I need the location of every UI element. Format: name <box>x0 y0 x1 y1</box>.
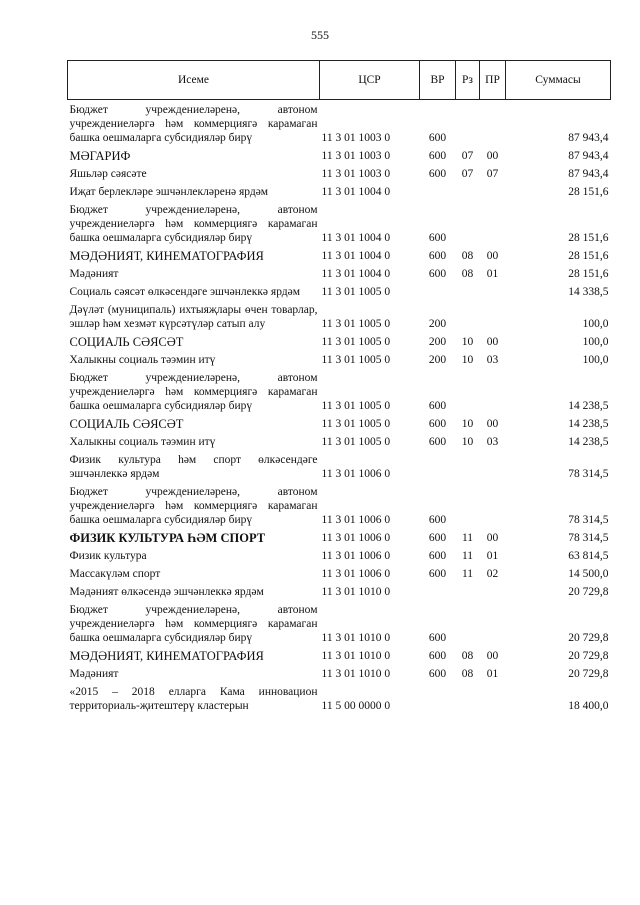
row-pr-cell: 01 <box>486 550 499 562</box>
row-pr-cell: 03 <box>486 436 499 448</box>
row-vr-cell: 600 <box>428 514 447 526</box>
row-rz-cell <box>456 282 480 300</box>
row-sum-cell: 78 314,5 <box>568 514 609 526</box>
row-vr-cell <box>420 582 456 600</box>
table-body <box>68 100 611 715</box>
row-csr-cell: 11 3 01 1004 0 <box>321 232 391 244</box>
table-row <box>68 350 611 368</box>
row-pr-cell: 00 <box>486 150 499 162</box>
row-vr-cell <box>420 182 456 200</box>
header-sum: Суммасы <box>506 61 611 100</box>
row-sum-cell: 87 943,4 <box>568 168 609 180</box>
row-sum-cell: 78 314,5 <box>568 468 609 480</box>
row-rz-cell: 10 <box>461 418 474 430</box>
row-rz-cell: 07 <box>461 150 474 162</box>
row-vr-cell: 600 <box>428 436 447 448</box>
row-rz-cell <box>456 300 480 332</box>
row-pr-cell: 02 <box>486 568 499 580</box>
row-sum-cell: 20 729,8 <box>568 632 609 644</box>
table-row <box>68 432 611 450</box>
table-row <box>68 546 611 564</box>
row-vr-cell: 600 <box>428 418 447 430</box>
row-sum-cell: 14 238,5 <box>568 436 609 448</box>
row-pr-cell: 07 <box>486 168 499 180</box>
row-sum-cell: 28 151,6 <box>568 232 609 244</box>
row-sum-cell: 20 729,8 <box>568 650 609 662</box>
row-vr-cell: 200 <box>428 336 447 348</box>
row-csr-cell: 11 3 01 1005 0 <box>321 418 391 430</box>
row-csr-cell: 11 3 01 1006 0 <box>321 568 391 580</box>
row-name-cell: Яшьләр сәясәте <box>69 168 147 180</box>
table-row <box>68 664 611 682</box>
row-sum-cell: 14 338,5 <box>568 286 609 298</box>
row-csr-cell: 11 3 01 1005 0 <box>321 318 391 330</box>
row-pr-cell <box>480 182 506 200</box>
row-name-cell: СОЦИАЛЬ СӘЯСӘТ <box>69 417 184 431</box>
row-rz-cell <box>456 600 480 646</box>
table-row <box>68 582 611 600</box>
row-rz-cell: 08 <box>461 668 474 680</box>
row-vr-cell <box>420 282 456 300</box>
row-rz-cell: 11 <box>461 550 474 562</box>
row-vr-cell: 600 <box>428 568 447 580</box>
row-name-cell: «2015 – 2018 елларга Кама инновацион территориаль-җитештерү кластерын <box>69 686 318 712</box>
table-row <box>68 682 611 714</box>
row-vr-cell: 200 <box>428 318 447 330</box>
table-row <box>68 100 611 147</box>
row-name-cell: Бюджет учреждениеләренә, автоном учреждениеләргә һәм коммерциягә карамаган башка оешмаларга субсидияләр бирү <box>69 104 318 144</box>
row-sum-cell: 14 238,5 <box>568 418 609 430</box>
row-csr-cell: 11 3 01 1010 0 <box>321 650 391 662</box>
row-csr-cell: 11 3 01 1003 0 <box>321 132 391 144</box>
table-row <box>68 368 611 414</box>
row-name-cell: Халыкны социаль тәэмин итү <box>69 436 216 448</box>
row-pr-cell: 00 <box>486 336 499 348</box>
row-vr-cell: 600 <box>428 150 447 162</box>
row-pr-cell <box>480 582 506 600</box>
table-row <box>68 564 611 582</box>
table-row <box>68 414 611 432</box>
row-pr-cell: 00 <box>486 650 499 662</box>
table-header-row <box>68 61 611 100</box>
row-pr-cell <box>480 100 506 147</box>
row-pr-cell: 00 <box>486 418 499 430</box>
row-sum-cell: 100,0 <box>582 318 609 330</box>
row-pr-cell <box>480 200 506 246</box>
row-pr-cell <box>480 368 506 414</box>
row-pr-cell: 00 <box>486 250 499 262</box>
header-rz: Рз <box>456 61 480 100</box>
row-rz-cell <box>456 100 480 147</box>
row-csr-cell: 11 3 01 1006 0 <box>321 468 391 480</box>
row-rz-cell <box>456 182 480 200</box>
header-name: Исеме <box>68 61 320 100</box>
row-rz-cell: 07 <box>461 168 474 180</box>
row-vr-cell <box>420 682 456 714</box>
row-vr-cell: 600 <box>428 168 447 180</box>
row-rz-cell <box>456 482 480 528</box>
row-pr-cell: 01 <box>486 268 499 280</box>
table-row <box>68 146 611 164</box>
row-pr-cell <box>480 682 506 714</box>
row-name-cell: Иҗат берлекләре эшчәнлекләренә ярдәм <box>69 186 269 198</box>
row-csr-cell: 11 3 01 1004 0 <box>321 250 391 262</box>
row-name-cell: Физик культура <box>69 550 147 562</box>
table-row <box>68 528 611 546</box>
row-sum-cell: 28 151,6 <box>568 186 609 198</box>
header-csr: ЦСР <box>320 61 420 100</box>
row-rz-cell: 08 <box>461 650 474 662</box>
row-sum-cell: 14 500,0 <box>568 568 609 580</box>
header-vr: ВР <box>420 61 456 100</box>
row-pr-cell: 03 <box>486 354 499 366</box>
row-csr-cell: 11 3 01 1006 0 <box>321 514 391 526</box>
row-csr-cell: 11 3 01 1005 0 <box>321 286 391 298</box>
row-pr-cell <box>480 450 506 482</box>
table-row <box>68 450 611 482</box>
row-csr-cell: 11 3 01 1006 0 <box>321 532 391 544</box>
row-csr-cell: 11 3 01 1003 0 <box>321 168 391 180</box>
table-row <box>68 646 611 664</box>
row-csr-cell: 11 3 01 1010 0 <box>321 632 391 644</box>
row-rz-cell <box>456 368 480 414</box>
table-row <box>68 246 611 264</box>
row-sum-cell: 20 729,8 <box>568 668 609 680</box>
row-name-cell: Физик культура һәм спорт өлкәсендәге эшчәнлеккә ярдәм <box>69 454 318 480</box>
row-pr-cell <box>480 282 506 300</box>
table-row <box>68 264 611 282</box>
row-rz-cell: 11 <box>461 532 474 544</box>
row-rz-cell: 08 <box>461 268 474 280</box>
row-pr-cell <box>480 600 506 646</box>
table-row <box>68 164 611 182</box>
table-row <box>68 300 611 332</box>
row-rz-cell <box>456 450 480 482</box>
row-name-cell: МӘДӘНИЯТ, КИНЕМАТОГРАФИЯ <box>69 649 264 663</box>
budget-table <box>67 60 611 714</box>
row-csr-cell: 11 3 01 1006 0 <box>321 550 391 562</box>
row-sum-cell: 63 814,5 <box>568 550 609 562</box>
row-sum-cell: 18 400,0 <box>568 700 609 712</box>
row-pr-cell <box>480 482 506 528</box>
row-name-cell: Социаль сәясәт өлкәсендәге эшчәнлеккә ярдәм <box>69 286 301 298</box>
row-csr-cell: 11 3 01 1010 0 <box>321 668 391 680</box>
row-sum-cell: 100,0 <box>582 336 609 348</box>
row-rz-cell: 08 <box>461 250 474 262</box>
row-vr-cell: 200 <box>428 354 447 366</box>
row-vr-cell: 600 <box>428 132 447 144</box>
row-csr-cell: 11 3 01 1005 0 <box>321 354 391 366</box>
row-csr-cell: 11 3 01 1005 0 <box>321 336 391 348</box>
row-vr-cell: 600 <box>428 268 447 280</box>
row-sum-cell: 20 729,8 <box>568 586 609 598</box>
header-pr: ПР <box>480 61 506 100</box>
row-vr-cell: 600 <box>428 650 447 662</box>
row-csr-cell: 11 3 01 1004 0 <box>321 186 391 198</box>
row-sum-cell: 78 314,5 <box>568 532 609 544</box>
row-vr-cell: 600 <box>428 532 447 544</box>
row-csr-cell: 11 3 01 1005 0 <box>321 436 391 448</box>
row-sum-cell: 100,0 <box>582 354 609 366</box>
table-row <box>68 200 611 246</box>
row-csr-cell: 11 3 01 1003 0 <box>321 150 391 162</box>
table-row <box>68 482 611 528</box>
row-name-cell: Мәдәният өлкәсендә эшчәнлеккә ярдәм <box>69 586 264 598</box>
row-rz-cell: 10 <box>461 436 474 448</box>
row-name-cell: Мәдәният <box>69 268 119 280</box>
row-pr-cell: 00 <box>486 532 499 544</box>
row-csr-cell: 11 3 01 1004 0 <box>321 268 391 280</box>
table-row <box>68 600 611 646</box>
row-vr-cell: 600 <box>428 550 447 562</box>
row-csr-cell: 11 5 00 0000 0 <box>321 700 391 712</box>
row-rz-cell: 11 <box>461 568 474 580</box>
row-vr-cell: 600 <box>428 668 447 680</box>
row-name-cell: Бюджет учреждениеләренә, автоном учреждениеләргә һәм коммерциягә карамаган башка оешмаларга субсидияләр бирү <box>69 486 318 526</box>
row-name-cell: Халыкны социаль тәэмин итү <box>69 354 216 366</box>
row-name-cell: МӘДӘНИЯТ, КИНЕМАТОГРАФИЯ <box>69 249 264 263</box>
row-vr-cell: 600 <box>428 632 447 644</box>
row-name-cell: Дәүләт (муниципаль) ихтыяҗлары өчен товарлар, эшләр һәм хезмәт күрсәтүләр сатып алу <box>69 304 318 330</box>
row-name-cell: ФИЗИК КУЛЬТУРА ҺӘМ СПОРТ <box>69 531 266 545</box>
row-name-cell: Массакүләм спорт <box>69 568 161 580</box>
row-name-cell: Мәдәният <box>69 668 119 680</box>
row-name-cell: Бюджет учреждениеләренә, автоном учреждениеләргә һәм коммерциягә карамаган башка оешмаларга субсидияләр бирү <box>69 604 318 644</box>
page-number: 555 <box>311 28 329 42</box>
row-rz-cell: 10 <box>461 354 474 366</box>
row-pr-cell <box>480 300 506 332</box>
row-vr-cell: 600 <box>428 232 447 244</box>
row-name-cell: Бюджет учреждениеләренә, автоном учреждениеләргә һәм коммерциягә карамаган башка оешмаларга субсидияләр бирү <box>69 204 318 244</box>
row-rz-cell: 10 <box>461 336 474 348</box>
row-name-cell: Бюджет учреждениеләренә, автоном учреждениеләргә һәм коммерциягә карамаган башка оешмаларга субсидияләр бирү <box>69 372 318 412</box>
row-sum-cell: 28 151,6 <box>568 268 609 280</box>
row-sum-cell: 14 238,5 <box>568 400 609 412</box>
row-pr-cell: 01 <box>486 668 499 680</box>
row-vr-cell: 600 <box>428 400 447 412</box>
row-vr-cell <box>420 450 456 482</box>
row-name-cell: СОЦИАЛЬ СӘЯСӘТ <box>69 335 184 349</box>
row-rz-cell <box>456 682 480 714</box>
row-rz-cell <box>456 200 480 246</box>
row-vr-cell: 600 <box>428 250 447 262</box>
row-sum-cell: 87 943,4 <box>568 150 609 162</box>
row-csr-cell: 11 3 01 1005 0 <box>321 400 391 412</box>
table-row <box>68 282 611 300</box>
row-rz-cell <box>456 582 480 600</box>
row-sum-cell: 87 943,4 <box>568 132 609 144</box>
row-name-cell: МӘГАРИФ <box>69 149 131 163</box>
table-row <box>68 182 611 200</box>
row-sum-cell: 28 151,6 <box>568 250 609 262</box>
row-csr-cell: 11 3 01 1010 0 <box>321 586 391 598</box>
table-row <box>68 332 611 350</box>
